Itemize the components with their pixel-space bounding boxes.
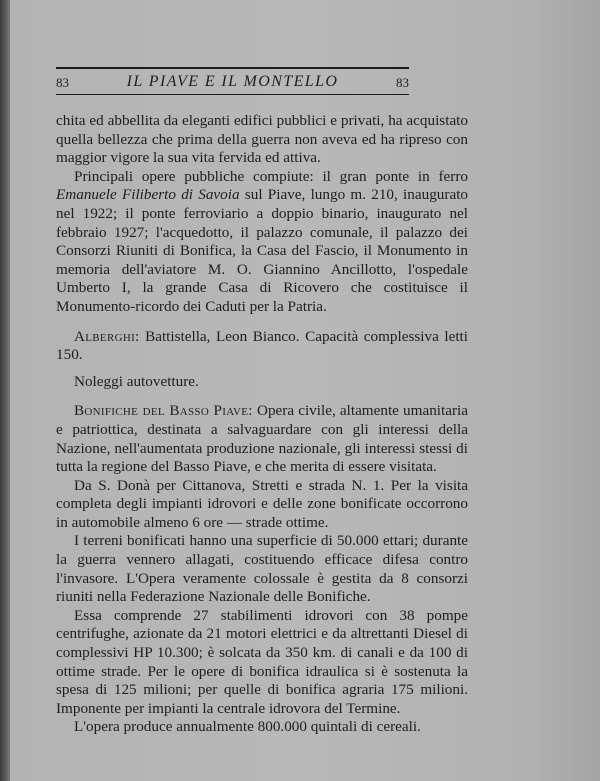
page-body (56, 112, 468, 737)
header-rule-bottom (56, 94, 409, 95)
paragraph-pumping-stations: Essa comprende 27 stabilimenti idrovori con 38 pompe centrifughe, azionate da 21 motori elettrici e da altrettanti Diesel di complessivi HP 10.300; è solcata da 350 km. di canali e da 100 di ottime strade. Per le opere di bonifica idraulica si è sostenuta la spesa di 125 milioni; per quelle di bonifica agraria 175 milioni. Imponente per impianti la centrale idrovora del Termine. (56, 606, 468, 717)
paragraph-public-works (56, 168, 468, 317)
running-header (56, 72, 409, 92)
reclamation-label: Bonifiche del Basso Piave: (74, 402, 253, 420)
header-rule-top (56, 67, 409, 69)
bridge-name-italic: Emanuele Filiberto di Savoia (56, 186, 240, 204)
text-run: Principali opere pubbliche compiute: il gran ponte in ferro (74, 167, 468, 185)
paragraph-reclaimed-land: I terreni bonificati hanno una superficie di 50.000 ettari; durante la guerra vennero allagati, costituendo efficace difesa contro l'invasore. L'Opera veramente colossale è gestita da 8 consorzi riuniti nella Federazione Nazionale delle Bonifiche. (56, 532, 468, 606)
spacer (56, 365, 468, 373)
paragraph-cereal-production: L'opera produce annualmente 800.000 quintali di cereali. (74, 718, 421, 736)
paragraph-hotels (56, 328, 468, 365)
running-title: IL PIAVE E IL MONTELLO (126, 73, 339, 90)
spacer (56, 391, 468, 402)
page-number-left: 83 (56, 75, 69, 90)
paragraph-visit-route: Da S. Donà per Cittanova, Stretti e strada N. 1. Per la visita completa degli impianti idrovori e delle zone bonificate occorrono in automobile almeno 6 ore — strade ottime. (56, 476, 468, 531)
text-run: sul Piave, lungo m. 210, inaugurato nel 1922; il ponte ferroviario a doppio binario, inaugurato nel febbraio 1927; l'acquedotto, il palazzo comunale, il palazzo dei Consorzi Riuniti di Bonifica, la Casa del Fascio, il Monumento in memoria dell'aviatore M. O. Giannino Ancillotto, l'ospedale Umberto I, la grande Casa di Ricovero che costituisce il Monumento-ricordo dei Caduti per la Patria. (56, 186, 469, 315)
spacer (56, 317, 468, 328)
hotels-label: Alberghi: (74, 327, 140, 345)
hotels-text: Battistella, Leon Bianco. Capacità complessiva letti 150. (56, 327, 468, 364)
paragraph-car-rental: Noleggi autovetture. (74, 372, 199, 390)
paragraph-reclamation (56, 402, 468, 476)
book-spine-shadow (0, 0, 10, 781)
paragraph-city-description: chita ed abbellita da eleganti edifici pubblici e privati, ha acquistato quella bellezza che prima della guerra non aveva ed ha ripreso con maggior vigore la sua vita fervida ed attiva. (56, 112, 468, 167)
page-number-right: 83 (396, 75, 409, 90)
reclamation-text: Opera civile, altamente umanitaria e patriottica, destinata a salvaguardare con gli interessi della Nazione, nell'aumentata produzione nazionale, gli interessi stessi di tutta la regione del Basso Piave, e che merita di essere visitata. (56, 402, 468, 476)
